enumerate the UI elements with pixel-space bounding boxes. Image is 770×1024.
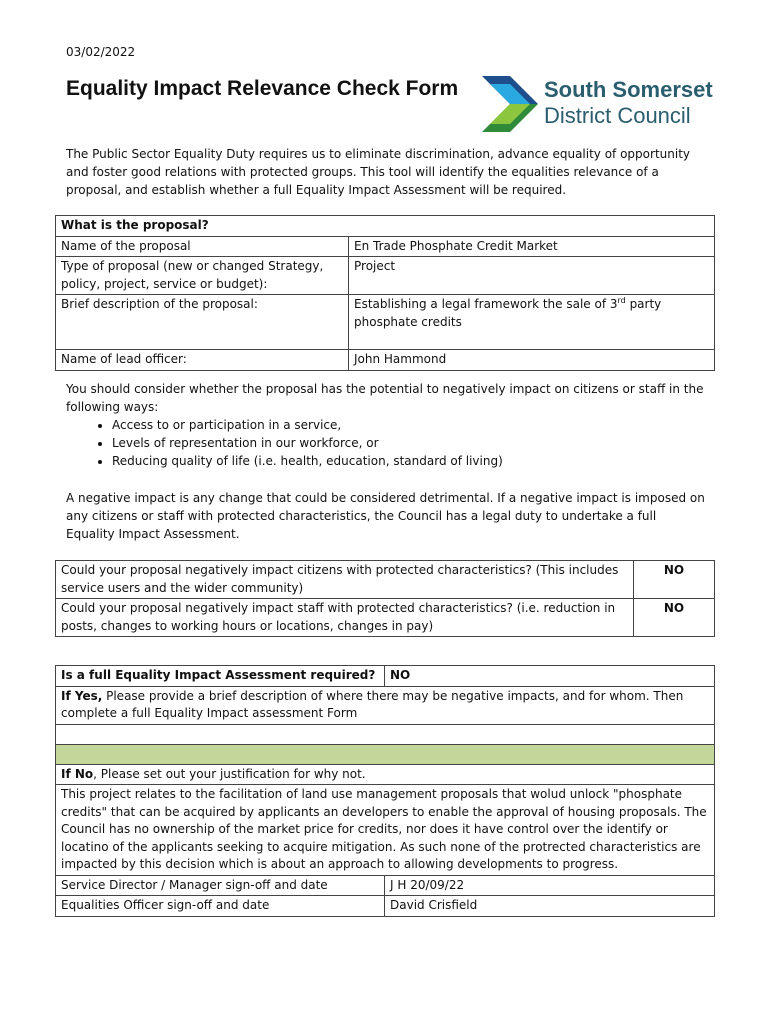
equalities-officer-label: Equalities Officer sign-off and date (56, 896, 385, 917)
assessment-answer: NO (385, 666, 715, 687)
impact-list-item: • Access to or participation in a service, (112, 416, 706, 434)
proposal-heading: What is the proposal? (56, 216, 715, 237)
impact-questions-table (55, 560, 715, 637)
question-citizens: Could your proposal negatively impact citizens with protected characteristics? (This includes service users and the wider community) (56, 561, 634, 599)
answer-citizens: NO (634, 561, 715, 599)
director-signoff-label: Service Director / Manager sign-off and date (56, 875, 385, 896)
impact-list-item: • Reducing quality of life (i.e. health, education, standard of living) (112, 452, 706, 470)
impact-list (66, 416, 706, 470)
if-yes-response (56, 724, 715, 744)
council-logo-icon (480, 76, 542, 132)
document-date: 03/02/2022 (66, 45, 136, 59)
section-divider (56, 744, 715, 764)
negative-impact-paragraph: A negative impact is any change that could be considered detrimental. If a negative impact is imposed on any citizens or staff with protected characteristics, the Council has a legal duty to undertake a full Equality Impact Assessment. (66, 491, 705, 541)
page-title: Equality Impact Relevance Check Form (66, 77, 459, 100)
director-signoff-value: J H 20/09/22 (385, 875, 715, 896)
proposal-table (55, 215, 715, 371)
justification-text: This project relates to the facilitation of land use management proposals that wolud unlock "phosphate credits" that can be acquired by applicants an developers to enable the approval of housing proposals. The Council has no ownership of the market price for credits, nor does it have control over the identify or locatino of the applicants seeking to acquire mitigation. As such none of the protrected characteristics are impacted by this decision which is about an approach to allowing developments to progress. (56, 785, 715, 876)
council-logo (480, 76, 750, 132)
equalities-officer-value: David Crisfield (385, 896, 715, 917)
logo-line-2: District Council (544, 103, 691, 128)
lead-officer-value: John Hammond (349, 350, 715, 371)
lead-officer-label: Name of lead officer: (56, 350, 349, 371)
logo-line-1: South Somerset (544, 77, 713, 102)
answer-staff: NO (634, 599, 715, 637)
proposal-name-label: Name of the proposal (56, 236, 349, 257)
impact-list-item: • Levels of representation in our workforce, or (112, 434, 706, 452)
proposal-type-label: Type of proposal (new or changed Strategy, policy, project, service or budget): (56, 257, 349, 295)
consider-text: You should consider whether the proposal has the potential to negatively impact on citizens or staff in the following ways: (66, 382, 704, 414)
assessment-question: Is a full Equality Impact Assessment required? (56, 666, 385, 687)
proposal-type-value: Project (349, 257, 715, 295)
proposal-name-value: En Trade Phosphate Credit Market (349, 236, 715, 257)
assessment-table (55, 665, 715, 917)
question-staff: Could your proposal negatively impact staff with protected characteristics? (i.e. reduction in posts, changes to working hours or locations, changes in pay) (56, 599, 634, 637)
intro-paragraph: The Public Sector Equality Duty requires us to eliminate discrimination, advance equality of opportunity and foster good relations with protected groups. This tool will identify the equalities relevance of a proposal, and establish whether a full Equality Impact Assessment will be required. (66, 147, 690, 197)
if-no-instruction: If No, Please set out your justification for why not. (56, 764, 715, 785)
if-yes-instruction: If Yes, Please provide a brief description of where there may be negative impacts, and for whom. Then complete a full Equality Impact assessment Form (56, 686, 715, 724)
consider-section (66, 380, 706, 470)
proposal-desc-value: Establishing a legal framework the sale of 3rd party phosphate credits (349, 295, 715, 350)
proposal-desc-label: Brief description of the proposal: (56, 295, 349, 350)
